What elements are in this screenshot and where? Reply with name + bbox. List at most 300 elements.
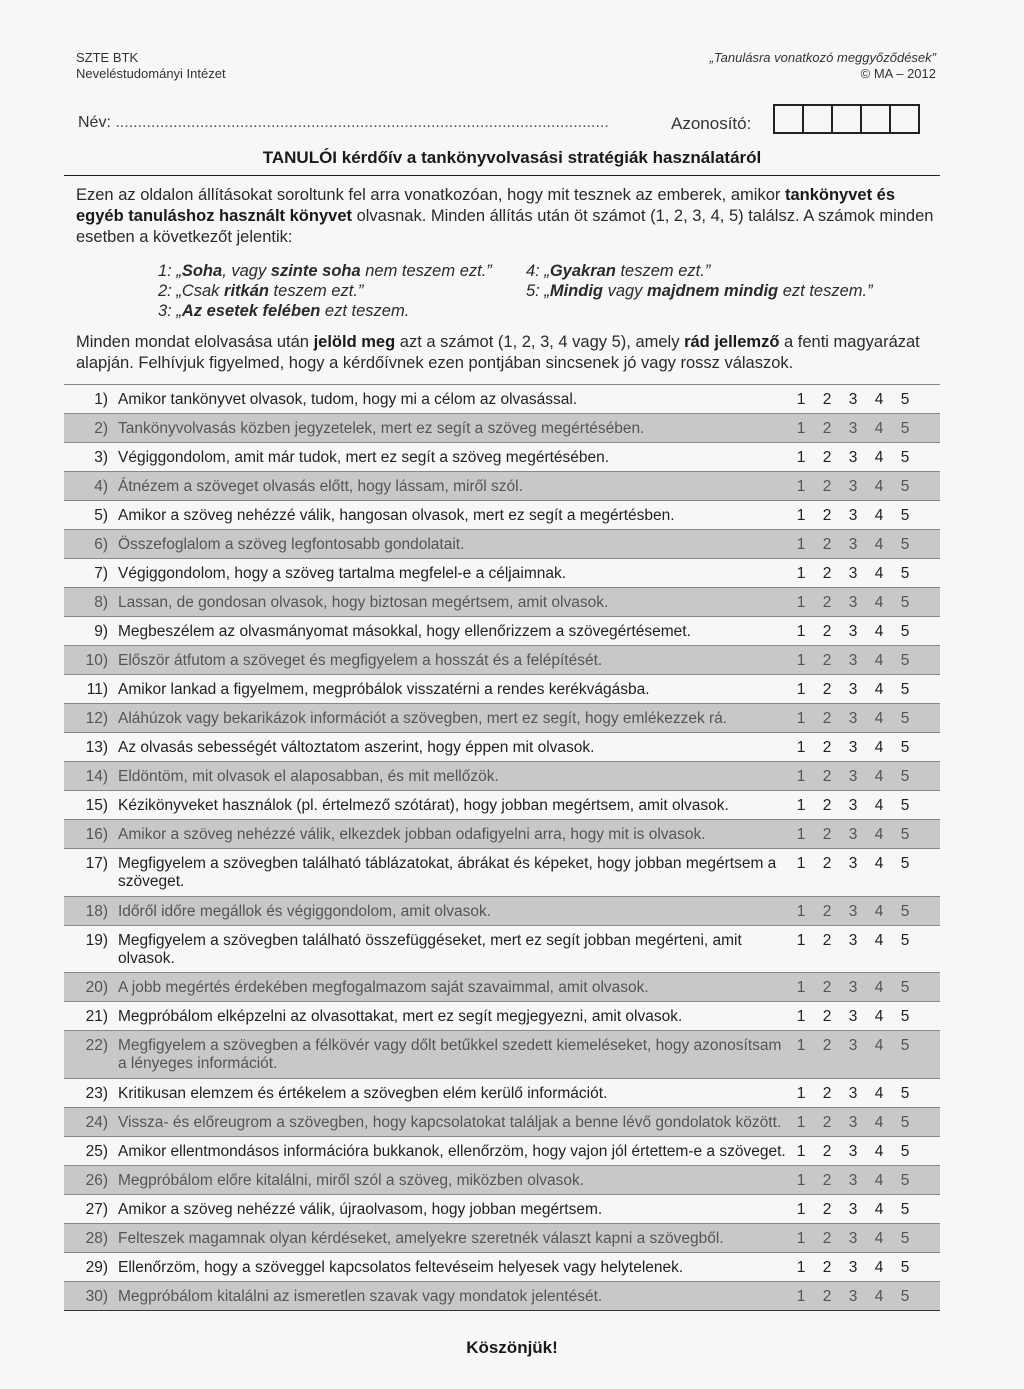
row-spacer [918, 385, 940, 414]
rating-option-1[interactable]: 1 [796, 1201, 806, 1218]
question-text: Tankönyvolvasás közben jegyzetelek, mert ez segít a szöveg megértésében. [118, 420, 645, 437]
rating-option-3[interactable]: 3 [848, 768, 858, 785]
rating-option-5[interactable]: 5 [900, 1085, 910, 1102]
question-row [64, 1166, 940, 1195]
rating-option-5[interactable]: 5 [900, 739, 910, 756]
rating-option-1[interactable]: 1 [796, 507, 806, 524]
rating-option-5[interactable]: 5 [900, 710, 910, 727]
rating-option-5[interactable]: 5 [900, 623, 910, 640]
rating-option-2[interactable]: 2 [822, 420, 832, 437]
name-dotted-line: ............................................................................................................... [115, 114, 609, 131]
rating-option-4[interactable]: 4 [874, 979, 884, 996]
rating-option-5[interactable]: 5 [900, 1201, 910, 1218]
rating-option-2[interactable]: 2 [822, 391, 832, 408]
question-text: Amikor a szöveg nehézzé válik, elkezdek jobban odafigyelni arra, hogy mit is olvasok. [118, 826, 706, 843]
rating-option-2[interactable]: 2 [822, 826, 832, 843]
question-text: A jobb megértés érdekében megfogalmazom saját szavaimmal, amit olvasok. [118, 979, 649, 996]
rating-option-3[interactable]: 3 [848, 449, 858, 466]
instruction-paragraph: Minden mondat elolvasása után jelöld meg azt a számot (1, 2, 3, 4 vagy 5), amely rád jellemző a fenti magyarázat alapján. Felhívjuk figyelmed, hogy a kérdőívnek ezen pontjában sincsenek jó vagy rossz válaszok. [76, 333, 920, 372]
question-text: Kézikönyveket használok (pl. értelmező szótárat), hogy jobban megértsem, amit olvasok. [118, 797, 729, 814]
rating-option-3[interactable]: 3 [848, 710, 858, 727]
rating-option-3[interactable]: 3 [848, 1259, 858, 1276]
question-row [64, 849, 940, 897]
rating-option-3[interactable]: 3 [848, 565, 858, 582]
question-number: 21) [85, 1008, 108, 1025]
rating-option-5[interactable]: 5 [900, 1259, 910, 1276]
question-row [64, 704, 940, 733]
question-row [64, 1137, 940, 1166]
row-spacer [918, 1031, 940, 1079]
rating-option-5[interactable]: 5 [900, 826, 910, 843]
question-text: Végiggondolom, hogy a szöveg tartalma megfelel-e a céljaimnak. [118, 565, 567, 582]
rating-option-4[interactable]: 4 [874, 478, 884, 495]
question-number: 23) [85, 1085, 108, 1102]
row-spacer [918, 1079, 940, 1108]
rating-option-4[interactable]: 4 [874, 565, 884, 582]
rating-option-5[interactable]: 5 [900, 903, 910, 920]
question-row [64, 926, 940, 973]
question-text: Kritikusan elemzem és értékelem a szövegben elém kerülő információt. [118, 1085, 608, 1102]
rating-option-4[interactable]: 4 [874, 1172, 884, 1189]
rating-option-3[interactable]: 3 [848, 1172, 858, 1189]
question-number: 17) [85, 855, 108, 872]
rating-option-5[interactable]: 5 [900, 420, 910, 437]
page-title: TANULÓI kérdőív a tankönyvolvasási stratégiák használatáról [262, 148, 762, 167]
rating-option-1[interactable]: 1 [796, 391, 806, 408]
rating-option-1[interactable]: 1 [796, 449, 806, 466]
rating-option-2[interactable]: 2 [822, 903, 832, 920]
rating-option-2[interactable]: 2 [822, 1201, 832, 1218]
rating-option-5[interactable]: 5 [900, 681, 910, 698]
intro-text: Ezen az oldalon állításokat soroltunk fel arra vonatkozóan, hogy mit tesznek az emberek, amikor [76, 186, 785, 204]
rating-option-5[interactable]: 5 [900, 449, 910, 466]
row-spacer [918, 1108, 940, 1137]
title-divider [64, 175, 940, 176]
row-spacer [918, 926, 940, 973]
name-label: Név: [78, 114, 111, 131]
question-row [64, 973, 940, 1002]
question-text: Megfigyelem a szövegben a félkövér vagy dőlt betűkkel szedett kiemeléseket, hogy azonosítsam a lényeges információt. [118, 1037, 782, 1072]
question-number: 20) [85, 979, 108, 996]
rating-option-3[interactable]: 3 [848, 391, 858, 408]
question-text: Amikor a szöveg nehézzé válik, újraolvasom, hogy jobban megértsem. [118, 1201, 603, 1218]
question-text: Vissza- és előreugrom a szövegben, hogy kapcsolatokat találjak a benne lévő gondolatok között. [118, 1114, 782, 1131]
question-row [64, 675, 940, 704]
row-spacer [918, 530, 940, 559]
rating-option-1[interactable]: 1 [796, 681, 806, 698]
rating-option-5[interactable]: 5 [900, 1037, 910, 1054]
question-text: Megpróbálom előre kitalálni, miről szól a szöveg, miközben olvasok. [118, 1172, 585, 1189]
row-spacer [918, 617, 940, 646]
rating-option-2[interactable]: 2 [822, 932, 832, 949]
row-spacer [918, 762, 940, 791]
rating-option-2[interactable]: 2 [822, 507, 832, 524]
rating-option-5[interactable]: 5 [900, 391, 910, 408]
rating-option-3[interactable]: 3 [848, 1114, 858, 1131]
question-number: 7) [94, 565, 108, 582]
copyright-block [710, 50, 936, 82]
rating-option-5[interactable]: 5 [900, 1230, 910, 1247]
rating-option-4[interactable]: 4 [874, 1288, 884, 1305]
institution-line-2: Neveléstudományi Intézet [76, 66, 226, 81]
thanks-text: Köszönjük! [466, 1338, 558, 1357]
question-number: 13) [85, 739, 108, 756]
row-spacer [918, 472, 940, 501]
rating-option-3[interactable]: 3 [848, 826, 858, 843]
question-number: 30) [85, 1288, 108, 1305]
question-row [64, 762, 940, 791]
question-row [64, 472, 940, 501]
rating-option-3[interactable]: 3 [848, 1288, 858, 1305]
rating-option-5[interactable]: 5 [900, 1172, 910, 1189]
legend-item-2: 2: „Csak ritkán teszem ezt.” [158, 282, 364, 300]
question-number: 2) [94, 420, 108, 437]
rating-option-4[interactable]: 4 [874, 768, 884, 785]
question-number: 19) [85, 932, 108, 949]
rating-option-2[interactable]: 2 [822, 1037, 832, 1054]
question-number: 27) [85, 1201, 108, 1218]
rating-option-1[interactable]: 1 [796, 1230, 806, 1247]
questionnaire-subtitle: „Tanulásra vonatkozó meggyőződések” [709, 50, 936, 65]
question-text: Először átfutom a szöveget és megfigyelem a hosszát és a felépítését. [118, 652, 603, 669]
rating-option-5[interactable]: 5 [900, 1143, 910, 1160]
rating-option-4[interactable]: 4 [874, 855, 884, 872]
rating-option-2[interactable]: 2 [822, 1008, 832, 1025]
rating-option-1[interactable]: 1 [796, 1259, 806, 1276]
question-row [64, 1031, 940, 1079]
question-row [64, 733, 940, 762]
row-spacer [918, 646, 940, 675]
rating-option-2[interactable]: 2 [822, 449, 832, 466]
id-boxes[interactable] [775, 104, 920, 134]
rating-option-5[interactable]: 5 [900, 855, 910, 872]
question-number: 9) [94, 623, 108, 640]
rating-option-5[interactable]: 5 [900, 1114, 910, 1131]
question-text: Megfigyelem a szövegben található táblázatokat, ábrákat és képeket, hogy jobban megértsem a szöveget. [118, 855, 777, 890]
rating-option-5[interactable]: 5 [900, 932, 910, 949]
rating-option-1[interactable]: 1 [796, 739, 806, 756]
institution-line-1: SZTE BTK [76, 50, 139, 65]
question-text: Megpróbálom elképzelni az olvasottakat, mert ez segít megjegyezni, amit olvasok. [118, 1008, 683, 1025]
rating-option-3[interactable]: 3 [848, 1230, 858, 1247]
rating-option-1[interactable]: 1 [796, 1288, 806, 1305]
row-spacer [918, 1166, 940, 1195]
question-row [64, 385, 940, 414]
question-row [64, 1002, 940, 1031]
id-box[interactable] [831, 104, 862, 134]
question-number: 28) [85, 1230, 108, 1247]
rating-option-3[interactable]: 3 [848, 1143, 858, 1160]
question-row [64, 588, 940, 617]
question-number: 8) [94, 594, 108, 611]
rating-option-4[interactable]: 4 [874, 1085, 884, 1102]
question-text: Időről időre megállok és végiggondolom, amit olvasok. [118, 903, 492, 920]
rating-option-4[interactable]: 4 [874, 1008, 884, 1025]
row-spacer [918, 1224, 940, 1253]
rating-option-2[interactable]: 2 [822, 594, 832, 611]
rating-option-5[interactable]: 5 [900, 1288, 910, 1305]
rating-option-3[interactable]: 3 [848, 478, 858, 495]
rating-option-4[interactable]: 4 [874, 507, 884, 524]
question-text: Aláhúzok vagy bekarikázok információt a szövegben, mert ez segít, hogy emlékezzek rá. [118, 710, 728, 727]
institution-block [76, 50, 226, 82]
row-spacer [918, 501, 940, 530]
rating-option-1[interactable]: 1 [796, 1114, 806, 1131]
rating-option-2[interactable]: 2 [822, 710, 832, 727]
rating-option-3[interactable]: 3 [848, 507, 858, 524]
question-text: Amikor ellentmondásos információra bukkanok, ellenőrzöm, hogy vajon jól értettem-e a szöveget. [118, 1143, 786, 1160]
question-text: Amikor tankönyvet olvasok, tudom, hogy mi a célom az olvasással. [118, 391, 578, 408]
row-spacer [918, 849, 940, 897]
id-box[interactable] [889, 104, 920, 134]
legend-item-5: 5: „Mindig vagy majdnem mindig ezt teszem.” [526, 282, 873, 300]
rating-option-2[interactable]: 2 [822, 536, 832, 553]
question-number: 22) [85, 1037, 108, 1054]
question-row [64, 530, 940, 559]
rating-option-1[interactable]: 1 [796, 979, 806, 996]
question-row [64, 617, 940, 646]
rating-option-2[interactable]: 2 [822, 1085, 832, 1102]
row-spacer [918, 559, 940, 588]
rating-option-4[interactable]: 4 [874, 594, 884, 611]
rating-option-4[interactable]: 4 [874, 739, 884, 756]
row-spacer [918, 973, 940, 1002]
copyright-line: © MA – 2012 [860, 66, 936, 81]
question-number: 12) [85, 710, 108, 727]
rating-option-2[interactable]: 2 [822, 652, 832, 669]
rating-option-1[interactable]: 1 [796, 855, 806, 872]
question-text: Ellenőrzöm, hogy a szöveggel kapcsolatos feltevéseim helyesek vagy helytelenek. [118, 1259, 684, 1276]
row-spacer [918, 1137, 940, 1166]
rating-option-4[interactable]: 4 [874, 903, 884, 920]
rating-option-1[interactable]: 1 [796, 1037, 806, 1054]
rating-option-4[interactable]: 4 [874, 1114, 884, 1131]
rating-option-2[interactable]: 2 [822, 1172, 832, 1189]
rating-option-5[interactable]: 5 [900, 1008, 910, 1025]
rating-option-4[interactable]: 4 [874, 932, 884, 949]
question-number: 1) [94, 391, 108, 408]
question-row [64, 646, 940, 675]
question-row [64, 559, 940, 588]
row-spacer [918, 443, 940, 472]
questions-table [64, 384, 940, 1311]
question-row [64, 414, 940, 443]
rating-option-5[interactable]: 5 [900, 768, 910, 785]
id-label: Azonosító: [671, 114, 752, 133]
rating-option-4[interactable]: 4 [874, 652, 884, 669]
rating-option-1[interactable]: 1 [796, 1008, 806, 1025]
question-number: 14) [85, 768, 108, 785]
question-number: 11) [86, 681, 108, 698]
rating-option-2[interactable]: 2 [822, 768, 832, 785]
rating-option-4[interactable]: 4 [874, 797, 884, 814]
rating-option-1[interactable]: 1 [796, 826, 806, 843]
rating-option-3[interactable]: 3 [848, 903, 858, 920]
rating-option-5[interactable]: 5 [900, 478, 910, 495]
rating-option-4[interactable]: 4 [874, 1259, 884, 1276]
intro-paragraph [76, 185, 938, 248]
question-number: 16) [85, 826, 108, 843]
rating-option-5[interactable]: 5 [900, 565, 910, 582]
rating-option-2[interactable]: 2 [822, 1143, 832, 1160]
rating-option-3[interactable]: 3 [848, 855, 858, 872]
rating-option-3[interactable]: 3 [848, 594, 858, 611]
rating-option-3[interactable]: 3 [848, 979, 858, 996]
rating-option-4[interactable]: 4 [874, 420, 884, 437]
rating-option-1[interactable]: 1 [796, 420, 806, 437]
row-spacer [918, 1282, 940, 1311]
question-text: Megfigyelem a szövegben található összefüggéseket, mert ez segít jobban megérteni, amit olvasok. [118, 932, 742, 967]
rating-option-2[interactable]: 2 [822, 565, 832, 582]
rating-option-2[interactable]: 2 [822, 478, 832, 495]
rating-option-5[interactable]: 5 [900, 797, 910, 814]
rating-option-3[interactable]: 3 [848, 1008, 858, 1025]
rating-option-1[interactable]: 1 [796, 1143, 806, 1160]
id-box[interactable] [860, 104, 891, 134]
row-spacer [918, 704, 940, 733]
rating-option-3[interactable]: 3 [848, 739, 858, 756]
legend-item-3: 3: „Az esetek felében ezt teszem. [158, 302, 410, 320]
question-number: 6) [94, 536, 108, 553]
row-spacer [918, 733, 940, 762]
question-text: Amikor a szöveg nehézzé válik, hangosan olvasok, mert ez segít a megértésben. [118, 507, 675, 524]
rating-option-4[interactable]: 4 [874, 536, 884, 553]
row-spacer [918, 791, 940, 820]
legend-item-4: 4: „Gyakran teszem ezt.” [526, 262, 711, 280]
rating-option-1[interactable]: 1 [796, 932, 806, 949]
question-number: 4) [94, 478, 108, 495]
row-spacer [918, 1195, 940, 1224]
row-spacer [918, 1002, 940, 1031]
rating-option-3[interactable]: 3 [848, 420, 858, 437]
question-text: Átnézem a szöveget olvasás előtt, hogy lássam, miről szól. [118, 478, 523, 495]
question-number: 24) [85, 1114, 108, 1131]
rating-option-3[interactable]: 3 [848, 536, 858, 553]
rating-option-2[interactable]: 2 [822, 855, 832, 872]
rating-option-5[interactable]: 5 [900, 507, 910, 524]
rating-option-5[interactable]: 5 [900, 594, 910, 611]
rating-option-1[interactable]: 1 [796, 623, 806, 640]
rating-option-2[interactable]: 2 [822, 797, 832, 814]
question-row [64, 1079, 940, 1108]
rating-option-2[interactable]: 2 [822, 979, 832, 996]
row-spacer [918, 897, 940, 926]
rating-option-1[interactable]: 1 [796, 478, 806, 495]
rating-option-2[interactable]: 2 [822, 1114, 832, 1131]
rating-option-4[interactable]: 4 [874, 1201, 884, 1218]
rating-option-3[interactable]: 3 [848, 652, 858, 669]
row-spacer [918, 588, 940, 617]
name-field[interactable] [78, 114, 609, 132]
rating-option-4[interactable]: 4 [874, 1037, 884, 1054]
question-text: Amikor lankad a figyelmem, megpróbálok visszatérni a rendes kerékvágásba. [118, 681, 650, 698]
rating-option-2[interactable]: 2 [822, 1288, 832, 1305]
question-text: Az olvasás sebességét változtatom aszerint, hogy éppen mit olvasok. [118, 739, 595, 756]
question-row [64, 897, 940, 926]
rating-option-1[interactable]: 1 [796, 797, 806, 814]
question-number: 3) [94, 449, 108, 466]
question-text: Összefoglalom a szöveg legfontosabb gondolatait. [118, 536, 465, 553]
rating-option-3[interactable]: 3 [848, 1201, 858, 1218]
rating-option-1[interactable]: 1 [796, 594, 806, 611]
question-row [64, 791, 940, 820]
rating-option-4[interactable]: 4 [874, 681, 884, 698]
rating-option-5[interactable]: 5 [900, 536, 910, 553]
question-row [64, 501, 940, 530]
rating-option-1[interactable]: 1 [796, 565, 806, 582]
question-number: 18) [85, 903, 108, 920]
legend-item-1: 1: „Soha, vagy szinte soha nem teszem ezt.” [158, 262, 492, 280]
rating-option-3[interactable]: 3 [848, 1037, 858, 1054]
rating-option-4[interactable]: 4 [874, 449, 884, 466]
rating-option-4[interactable]: 4 [874, 826, 884, 843]
question-number: 10) [85, 652, 108, 669]
rating-option-1[interactable]: 1 [796, 1172, 806, 1189]
question-text: Végiggondolom, amit már tudok, mert ez segít a szöveg megértésében. [118, 449, 610, 466]
rating-option-3[interactable]: 3 [848, 681, 858, 698]
question-text: Megpróbálom kitalálni az ismeretlen szavak vagy mondatok jelentését. [118, 1288, 603, 1305]
question-text: Felteszek magamnak olyan kérdéseket, amelyekre szeretnék választ kapni a szövegből. [118, 1230, 724, 1247]
rating-option-1[interactable]: 1 [796, 768, 806, 785]
question-text: Lassan, de gondosan olvasok, hogy biztosan megértsem, amit olvasok. [118, 594, 609, 611]
row-spacer [918, 414, 940, 443]
row-spacer [918, 675, 940, 704]
rating-option-1[interactable]: 1 [796, 1085, 806, 1102]
intro-bold: tankönyvet és egyéb tanuláshoz használt könyvet [76, 186, 895, 225]
rating-option-2[interactable]: 2 [822, 681, 832, 698]
question-row [64, 1108, 940, 1137]
question-number: 15) [85, 797, 108, 814]
rating-option-5[interactable]: 5 [900, 979, 910, 996]
row-spacer [918, 820, 940, 849]
rating-option-4[interactable]: 4 [874, 391, 884, 408]
rating-option-4[interactable]: 4 [874, 1230, 884, 1247]
row-spacer [918, 1253, 940, 1282]
question-row [64, 1224, 940, 1253]
question-text: Eldöntöm, mit olvasok el alaposabban, és mit mellőzök. [118, 768, 499, 785]
rating-option-2[interactable]: 2 [822, 1230, 832, 1247]
rating-option-5[interactable]: 5 [900, 652, 910, 669]
question-row [64, 820, 940, 849]
question-number: 5) [94, 507, 108, 524]
question-row [64, 1195, 940, 1224]
rating-option-3[interactable]: 3 [848, 623, 858, 640]
rating-option-2[interactable]: 2 [822, 739, 832, 756]
rating-option-4[interactable]: 4 [874, 710, 884, 727]
question-number: 29) [85, 1259, 108, 1276]
rating-option-3[interactable]: 3 [848, 797, 858, 814]
question-text: Megbeszélem az olvasmányomat másokkal, hogy ellenőrizzem a szövegértésemet. [118, 623, 691, 640]
id-box[interactable] [802, 104, 833, 134]
rating-option-3[interactable]: 3 [848, 1085, 858, 1102]
rating-option-3[interactable]: 3 [848, 932, 858, 949]
question-row [64, 1282, 940, 1311]
question-row [64, 443, 940, 472]
question-number: 26) [85, 1172, 108, 1189]
intro-text-end: olvasnak. Minden állítás után öt számot (1, 2, 3, 4, 5) találsz. A számok minden esetben a következőt jelentik: [76, 207, 934, 246]
rating-option-4[interactable]: 4 [874, 1143, 884, 1160]
rating-option-2[interactable]: 2 [822, 1259, 832, 1276]
rating-option-1[interactable]: 1 [796, 652, 806, 669]
question-row [64, 1253, 940, 1282]
rating-option-4[interactable]: 4 [874, 623, 884, 640]
question-number: 25) [85, 1143, 108, 1160]
rating-option-2[interactable]: 2 [822, 623, 832, 640]
id-box[interactable] [773, 104, 804, 134]
rating-option-1[interactable]: 1 [796, 903, 806, 920]
rating-option-1[interactable]: 1 [796, 536, 806, 553]
rating-option-1[interactable]: 1 [796, 710, 806, 727]
